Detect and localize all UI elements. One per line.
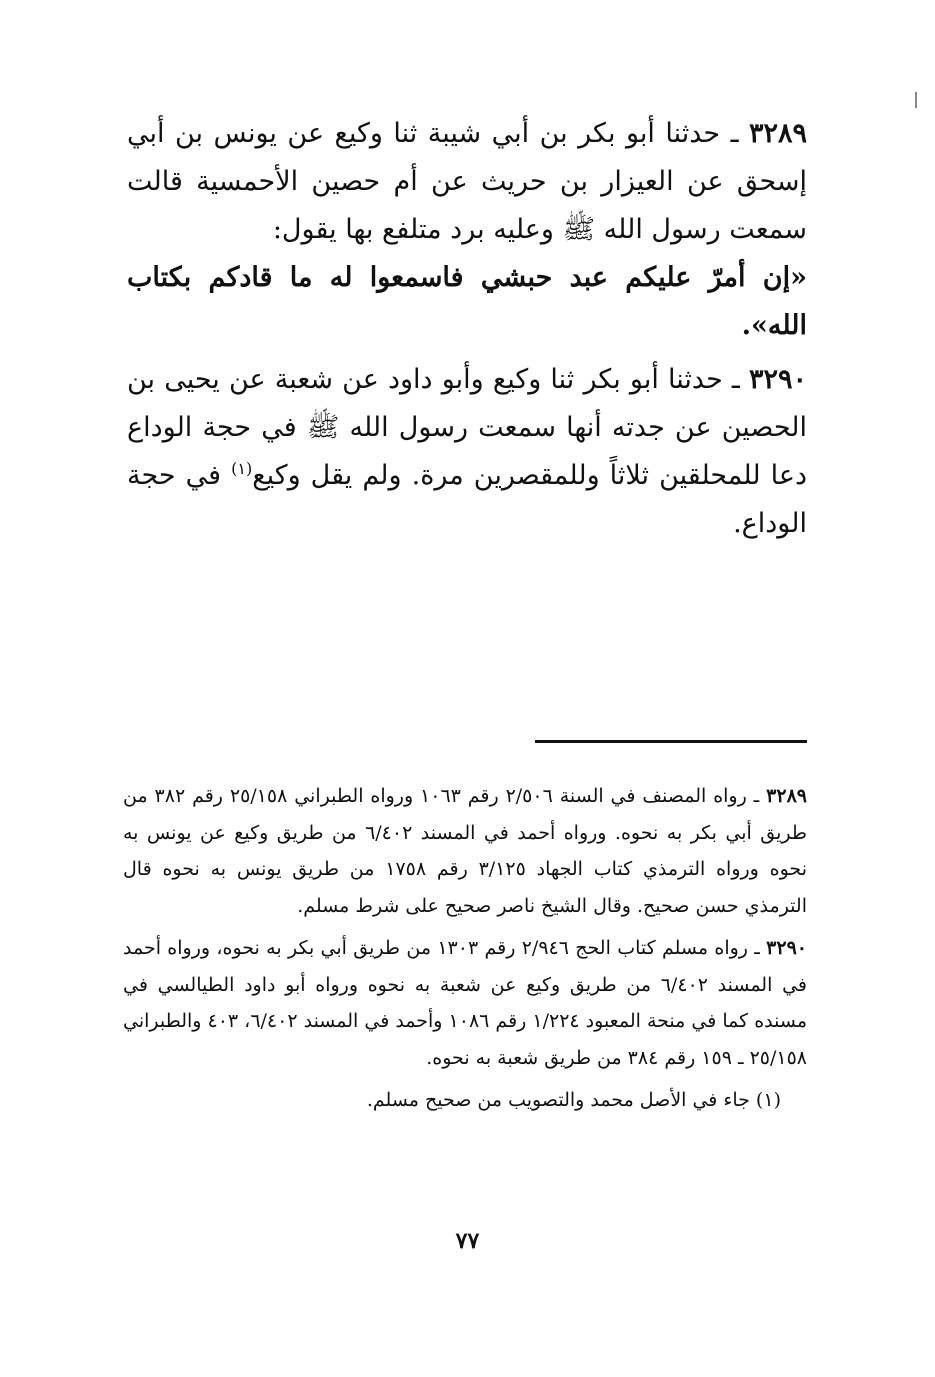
hadith-text: ـ حدثنا أبو بكر ثنا وكيع وأبو داود عن شعبة عن يحيى بن الحصين عن جدته أنها سمعت رسول الله ﷺ في حجة الوداع دعا للمحلقين ثلاثاً وللمقصرين مرة. ولم يقل وكيع [127,364,807,491]
footnote-reference[interactable]: (١) [231,459,253,478]
hadith-3290 [127,356,807,548]
footnote-number: ٣٢٨٩ [766,785,807,807]
margin-mark [915,92,917,108]
hadith-3289 [127,110,807,350]
footnote-note-1: (١) جاء في الأصل محمد والتصويب من صحيح مسلم. [366,1089,781,1111]
page-number: ٧٧ [455,1228,480,1254]
hadith-text: ـ حدثنا أبو بكر بن أبي شيبة ثنا وكيع عن يونس بن أبي إسحق عن العيزار بن حريث عن أم حصين الأحمسية قالت سمعت رسول الله ﷺ وعليه برد متلفع بها يقول: [127,118,807,245]
footnotes [123,778,807,1138]
footnote-3289 [123,778,807,924]
hadith-quote: «إن أمرّ عليكم عبد حبشي فاسمعوا له ما قادكم بكتاب الله». [127,262,807,341]
footnote-3290 [123,930,807,1076]
footnote-text: ـ رواه المصنف في السنة ٢/٥٠٦ رقم ١٠٦٣ ورواه الطبراني ٢٥/١٥٨ رقم ٣٨٢ من طريق أبي بكر به نحوه. ورواه أحمد في المسند ٦/٤٠٢ من طريق وكيع عن يونس به نحوه ورواه الترمذي كتاب الجهاد ٣/١٢٥ رقم ١٧٥٨ من طريق يونس به نحوه قال الترمذي حسن صحيح. وقال الشيخ ناصر صحيح على شرط مسلم. [123,785,807,917]
hadith-number: ٣٢٨٩ [748,118,807,149]
main-text [127,110,807,554]
hadith-number: ٣٢٩٠ [748,364,807,395]
footnote-text: ـ رواه مسلم كتاب الحج ٢/٩٤٦ رقم ١٣٠٣ من طريق أبي بكر به نحوه، ورواه أحمد في المسند ٦/٤٠٢ من طريق وكيع عن شعبة به نحوه ورواه أبو داود الطيالسي في مسنده كما في منحة المعبود ١/٢٢٤ رقم ١٠٨٦ وأحمد في المسند ٦/٤٠٢، ٤٠٣ والطبراني ٢٥/١٥٨ ـ ١٥٩ رقم ٣٨٤ من طريق شعبة به نحوه. [123,937,807,1069]
hadith-text-end: في حجة الوداع. [127,460,807,539]
footnote-separator [535,740,807,743]
footnote-number: ٣٢٩٠ [766,937,807,959]
